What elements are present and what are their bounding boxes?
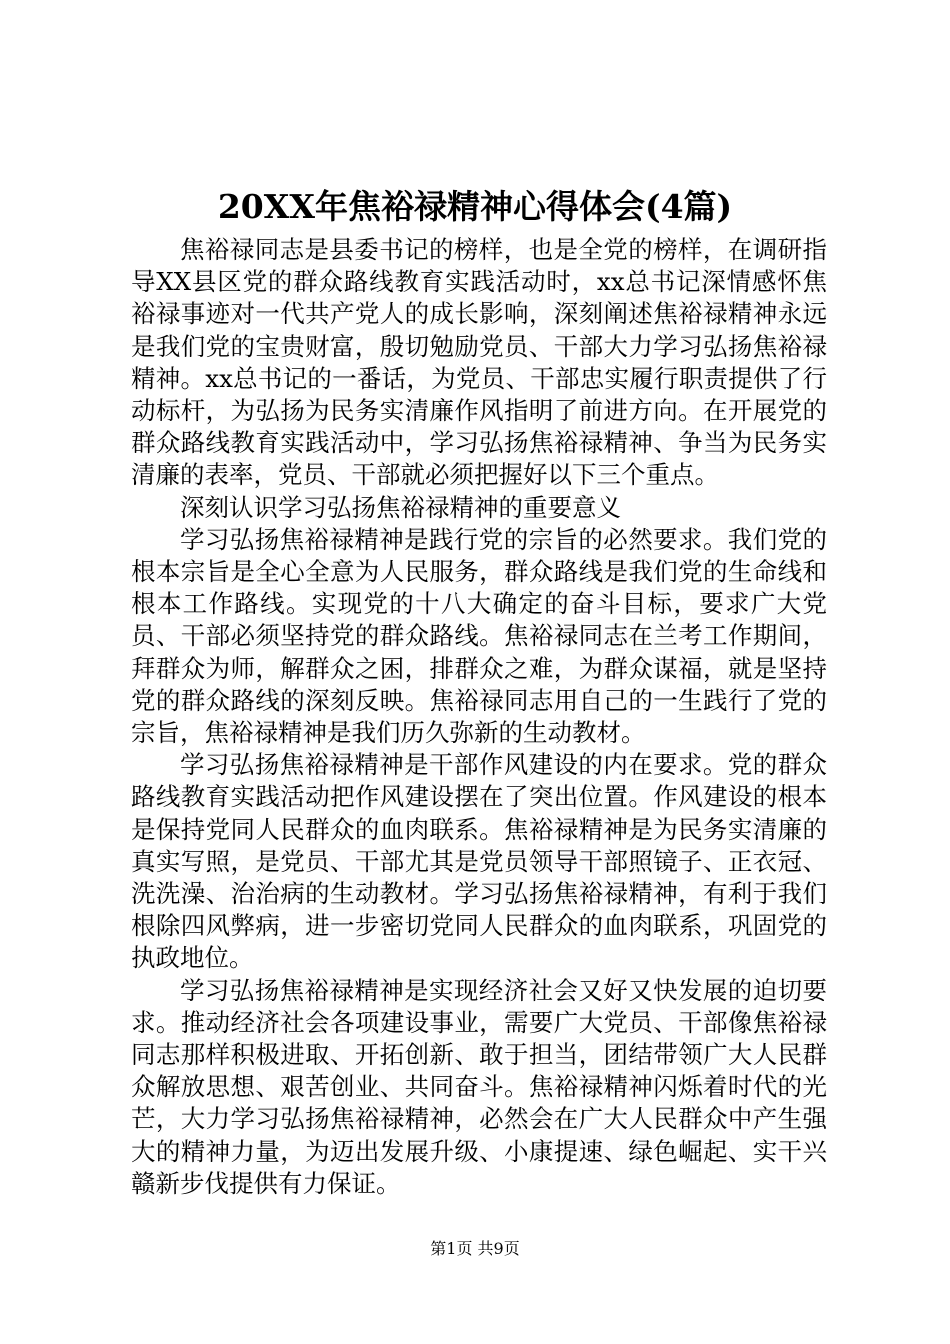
paragraph-intro: 焦裕禄同志是县委书记的榜样，也是全党的榜样，在调研指导XX县区党的群众路线教育实践活动时，xx总书记深情感怀焦裕禄事迹对一代共产党人的成长影响，深刻阐述焦裕禄精神永远是我们党的宝贵财富，殷切勉励党员、干部大力学习弘扬焦裕禄精神。xx总书记的一番话，为党员、干部忠实履行职责提供了行动标杆，为弘扬为民务实清廉作风指明了前进方向。在开展党的群众路线教育实践活动中，学习弘扬焦裕禄精神、争当为民务实清廉的表率，党员、干部就必须把握好以下三个重点。 — [131, 235, 827, 490]
document-body — [131, 234, 827, 1200]
section-heading: 深刻认识学习弘扬焦裕禄精神的重要意义 — [180, 492, 621, 522]
paragraph-party-purpose: 学习弘扬焦裕禄精神是践行党的宗旨的必然要求。我们党的根本宗旨是全心全意为人民服务，群众路线是我们党的生命线和根本工作路线。实现党的十八大确定的奋斗目标，要求广大党员、干部必须坚持党的群众路线。焦裕禄同志在兰考工作期间，拜群众为师，解群众之困，排群众之难，为群众谋福，就是坚持党的群众路线的深刻反映。焦裕禄同志用自己的一生践行了党的宗旨，焦裕禄精神是我们历久弥新的生动教材。 — [131, 524, 827, 748]
document-title: 20XX年焦裕禄精神心得体会(4篇) — [217, 187, 733, 226]
page-number-footer: 第1页 共9页 — [430, 1239, 520, 1258]
paragraph-development: 学习弘扬焦裕禄精神是实现经济社会又好又快发展的迫切要求。推动经济社会各项建设事业，需要广大党员、干部像焦裕禄同志那样积极进取、开拓创新、敢于担当，团结带领广大人民群众解放思想、艰苦创业、共同奋斗。焦裕禄精神闪烁着时代的光芒，大力学习弘扬焦裕禄精神，必然会在广大人民群众中产生强大的精神力量，为迈出发展升级、小康提速、绿色崛起、实干兴赣新步伐提供有力保证。 — [131, 975, 827, 1198]
paragraph-work-style: 学习弘扬焦裕禄精神是干部作风建设的内在要求。党的群众路线教育实践活动把作风建设摆在了突出位置。作风建设的根本是保持党同人民群众的血肉联系。焦裕禄精神是为民务实清廉的真实写照，是党员、干部尤其是党员领导干部照镜子、正衣冠、洗洗澡、治治病的生动教材。学习弘扬焦裕禄精神，有利于我们根除四风弊病，进一步密切党同人民群众的血肉联系，巩固党的执政地位。 — [131, 750, 827, 973]
